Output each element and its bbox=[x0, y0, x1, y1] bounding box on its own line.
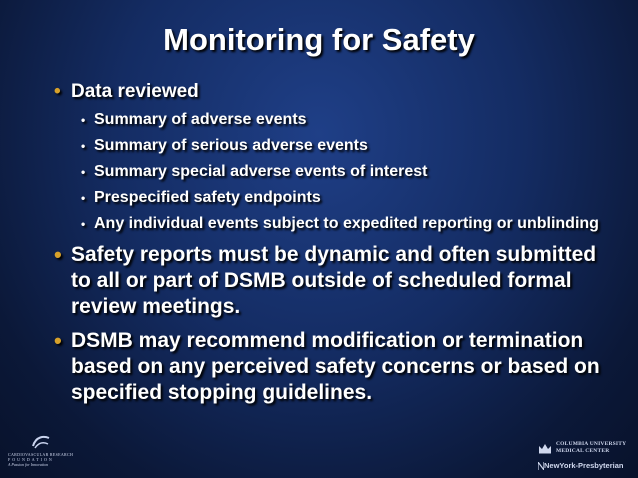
institution-logos bbox=[538, 441, 634, 470]
sub-bullet bbox=[54, 110, 614, 130]
crown-icon bbox=[538, 443, 552, 454]
bullet-dot-icon: • bbox=[54, 328, 62, 353]
bullet-dot-icon: • bbox=[54, 242, 62, 267]
sub-bullet-dot-icon: • bbox=[81, 165, 86, 179]
sub-bullet-dot-icon: • bbox=[81, 191, 86, 205]
cvrf-name: CARDIOVASCULAR RESEARCH bbox=[8, 452, 74, 457]
columbia-line1: COLUMBIA UNIVERSITY bbox=[556, 441, 627, 447]
bullet-dsmb-recommend bbox=[54, 328, 614, 406]
slide-title: Monitoring for Safety bbox=[163, 22, 475, 57]
columbia-logo bbox=[538, 441, 634, 455]
sub-bullet bbox=[54, 214, 614, 234]
cvrf-tagline: A Passion for Innovation bbox=[8, 462, 49, 467]
bullet-text: Safety reports must be dynamic and often submitted to all or part of DSMB outside of scheduled formal review meetings. bbox=[71, 243, 597, 318]
sub-bullet-text: Prespecified safety endpoints bbox=[94, 189, 321, 206]
sub-bullet-dot-icon: • bbox=[81, 217, 86, 231]
nyp-logo bbox=[538, 461, 634, 470]
nyp-text: NewYork-Presbyterian bbox=[544, 461, 624, 470]
bullet-text: Data reviewed bbox=[71, 81, 199, 102]
bullet-dot-icon: • bbox=[54, 81, 61, 102]
bullet-safety-reports bbox=[54, 242, 614, 320]
bullet-text: DSMB may recommend modification or termination based on any perceived safety concerns or based on specified stopping guidelines. bbox=[71, 329, 600, 404]
sub-bullet-text: Any individual events subject to expedited reporting or unblinding bbox=[94, 215, 599, 232]
sub-bullet bbox=[54, 136, 614, 156]
sub-bullet-text: Summary of serious adverse events bbox=[94, 137, 368, 154]
sub-bullet-text: Summary special adverse events of interest bbox=[94, 163, 428, 180]
cvrf-swirl-icon bbox=[30, 434, 52, 450]
cvrf-foundation: FOUNDATION bbox=[8, 457, 54, 462]
slide-body bbox=[54, 80, 614, 406]
columbia-line2: MEDICAL CENTER bbox=[556, 448, 610, 454]
cvrf-logo bbox=[8, 434, 88, 467]
sub-bullet-text: Summary of adverse events bbox=[94, 111, 307, 128]
sub-bullet bbox=[54, 188, 614, 208]
sub-bullet-dot-icon: • bbox=[81, 113, 86, 127]
sub-bullet bbox=[54, 162, 614, 182]
sub-bullet-dot-icon: • bbox=[81, 139, 86, 153]
bullet-data-reviewed bbox=[54, 80, 614, 104]
